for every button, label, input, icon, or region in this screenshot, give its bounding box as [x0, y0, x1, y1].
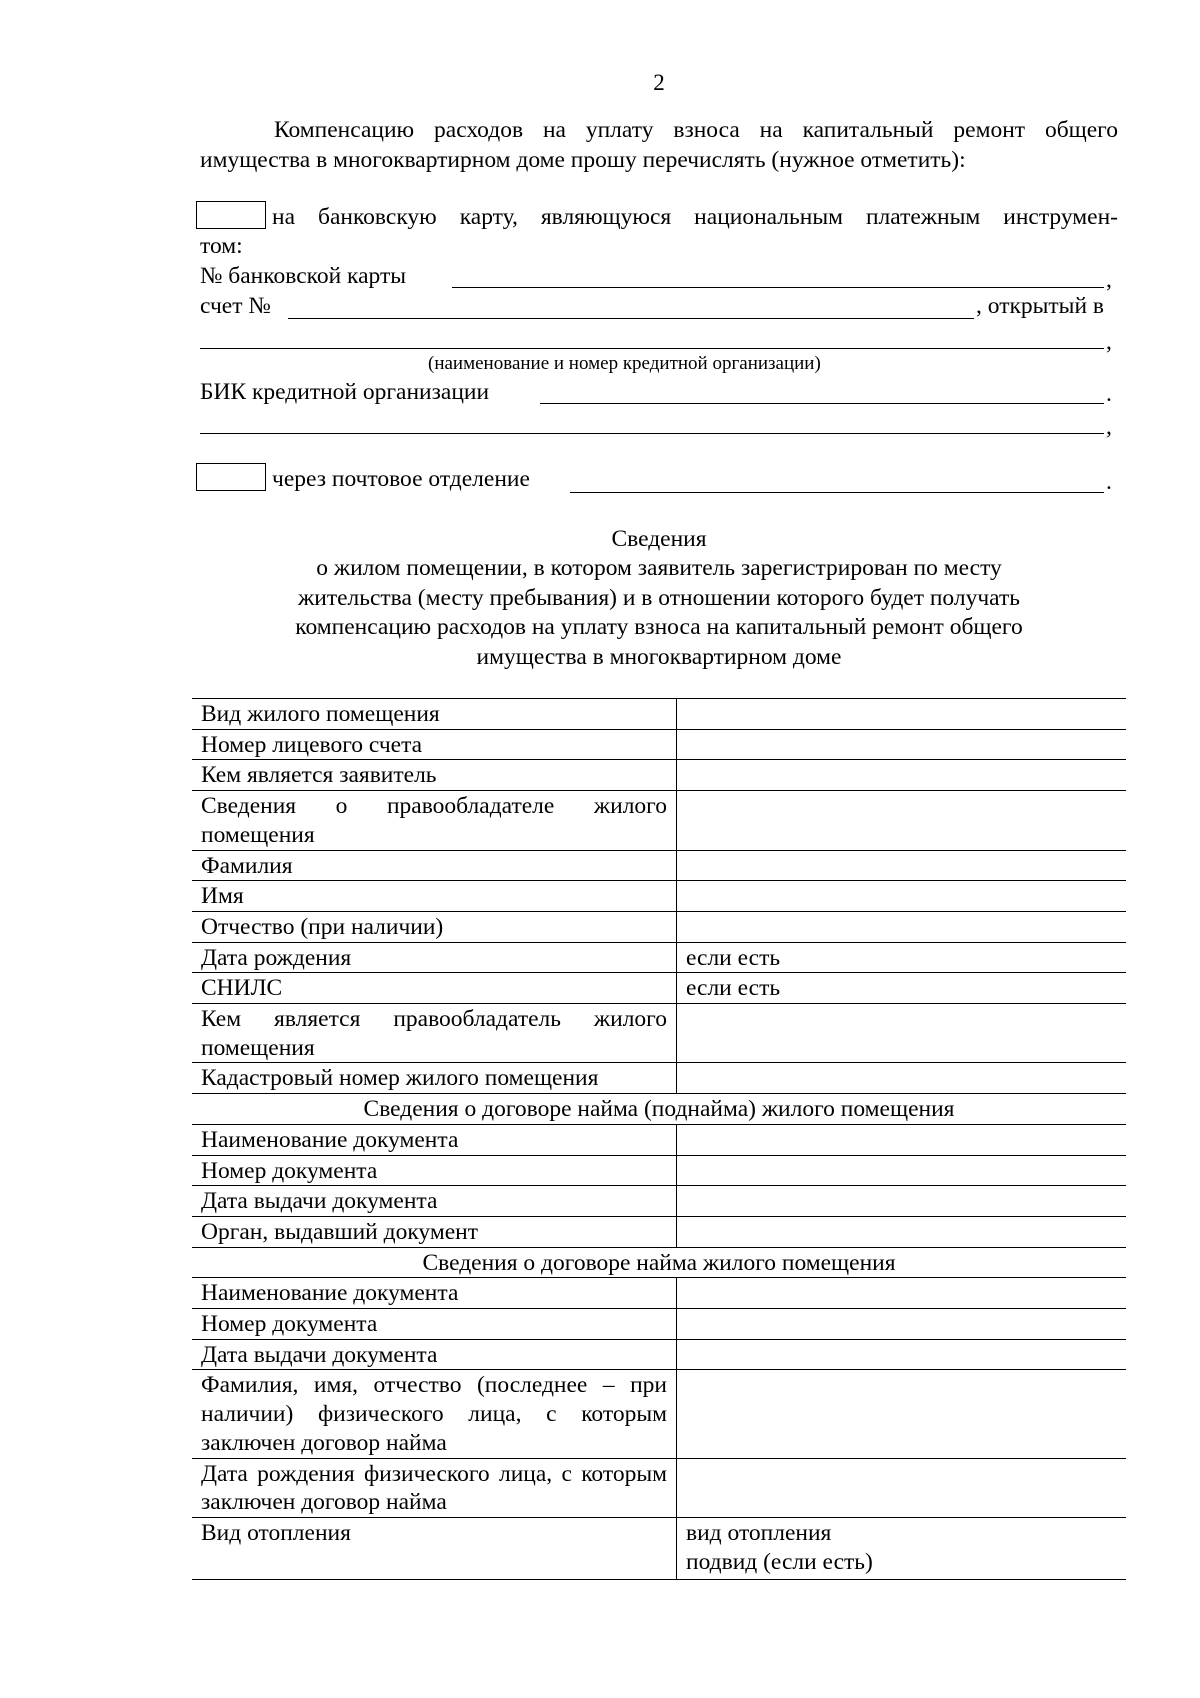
post-office-checkbox[interactable]: [196, 463, 266, 491]
credit-org-caption: (наименование и номер кредитной организации): [428, 353, 821, 374]
table-row: [192, 850, 1126, 881]
bank-card-option-text: на банковскую карту, являющуюся национальным платежным инструмен-: [272, 204, 1118, 230]
extra-line-comma: ,: [1106, 414, 1112, 440]
account-opened-in: , открытый в: [976, 293, 1105, 319]
row-label: Кем является правообладатель жилого помещения: [192, 1004, 677, 1063]
row-value-multi[interactable]: [677, 1517, 1127, 1579]
section-subtitle-line: компенсацию расходов на уплату взноса на капитальный ремонт общего: [295, 614, 1023, 640]
section-subtitle-line: имущества в многоквартирном доме: [476, 644, 842, 670]
row-value[interactable]: [677, 729, 1127, 760]
table-section-header: Сведения о договоре найма (поднайма) жилого помещения: [192, 1094, 1126, 1125]
row-label: Отчество (при наличии): [192, 911, 677, 942]
table-row: [192, 1278, 1126, 1309]
table-row: [192, 1339, 1126, 1370]
post-office-field[interactable]: [570, 492, 1104, 493]
table-row: [192, 1216, 1126, 1247]
row-value[interactable]: [677, 1370, 1127, 1458]
row-value[interactable]: [677, 699, 1127, 730]
table-row: [192, 1458, 1126, 1517]
table-row: [192, 791, 1126, 850]
table-row: [192, 1370, 1126, 1458]
row-label: Наименование документа: [192, 1278, 677, 1309]
account-label: счет №: [200, 293, 271, 319]
row-label: Кем является заявитель: [192, 760, 677, 791]
card-number-field[interactable]: [452, 287, 1104, 288]
card-number-label: № банковской карты: [200, 263, 407, 289]
table-row: [192, 911, 1126, 942]
row-label: СНИЛС: [192, 973, 677, 1004]
post-office-label: через почтовое отделение: [272, 466, 530, 492]
row-value[interactable]: [677, 1004, 1127, 1063]
row-value[interactable]: [677, 760, 1127, 791]
table-row: [192, 1186, 1126, 1217]
row-value[interactable]: [677, 1339, 1127, 1370]
table-row: [192, 699, 1126, 730]
row-value[interactable]: [677, 1186, 1127, 1217]
table-row: [192, 1063, 1126, 1094]
row-label: Вид отопления: [192, 1517, 677, 1579]
row-label: Кадастровый номер жилого помещения: [192, 1063, 677, 1094]
card-number-comma: ,: [1106, 267, 1112, 293]
row-label: Номер документа: [192, 1155, 677, 1186]
table-section-row: [192, 1247, 1126, 1278]
row-value[interactable]: [677, 850, 1127, 881]
bik-field[interactable]: [540, 403, 1104, 404]
table-row: [192, 760, 1126, 791]
table-row: [192, 1309, 1126, 1340]
table-row: [192, 1004, 1126, 1063]
row-value[interactable]: [677, 791, 1127, 850]
row-label: Фамилия, имя, отчество (последнее – при наличии) физического лица, с которым заключен договор найма: [192, 1370, 677, 1458]
section-title: Сведения: [611, 526, 707, 552]
credit-org-field[interactable]: [200, 348, 1104, 349]
table-row: [192, 942, 1126, 973]
section-subtitle-line: о жилом помещении, в котором заявитель зарегистрирован по месту: [316, 555, 1002, 581]
row-value[interactable]: [677, 1278, 1127, 1309]
heating-subtype-value: подвид (если есть): [686, 1548, 873, 1575]
bik-label: БИК кредитной организации: [200, 379, 490, 405]
row-value[interactable]: [677, 911, 1127, 942]
row-label: Наименование документа: [192, 1124, 677, 1155]
table-row: [192, 973, 1126, 1004]
row-label: Фамилия: [192, 850, 677, 881]
account-number-field[interactable]: [288, 318, 974, 319]
bik-period: .: [1106, 381, 1112, 407]
row-value[interactable]: [677, 1216, 1127, 1247]
section-subtitle-line: жительства (месту пребывания) и в отношении которого будет получать: [298, 585, 1020, 611]
row-label: Дата выдачи документа: [192, 1339, 677, 1370]
table-row: [192, 1124, 1126, 1155]
row-value[interactable]: [677, 1063, 1127, 1094]
bank-card-checkbox[interactable]: [196, 201, 266, 229]
row-value[interactable]: [677, 881, 1127, 912]
row-label: Номер документа: [192, 1309, 677, 1340]
row-label: Сведения о правообладателе жилого помещения: [192, 791, 677, 850]
table-row: [192, 881, 1126, 912]
table-row: [192, 1517, 1126, 1579]
credit-org-comma: ,: [1106, 329, 1112, 355]
row-label: Номер лицевого счета: [192, 729, 677, 760]
row-label: Дата рождения физического лица, с которым заключен договор найма: [192, 1458, 677, 1517]
row-value[interactable]: если есть: [677, 973, 1127, 1004]
row-value[interactable]: если есть: [677, 942, 1127, 973]
bank-card-option-text-continued: том:: [200, 233, 243, 259]
heating-type-value: вид отопления: [686, 1519, 832, 1546]
post-office-period: .: [1106, 469, 1112, 495]
row-value[interactable]: [677, 1309, 1127, 1340]
table-section-row: [192, 1094, 1126, 1125]
dwelling-info-table: [192, 698, 1126, 1580]
intro-paragraph: Компенсацию расходов на уплату взноса на капитальный ремонт общего имущества в многоквартирном доме прошу перечислять (нужное отметить):: [200, 117, 1118, 173]
row-label: Имя: [192, 881, 677, 912]
page-number: 2: [653, 70, 665, 95]
row-label: Дата рождения: [192, 942, 677, 973]
table-row: [192, 1155, 1126, 1186]
row-value[interactable]: [677, 1124, 1127, 1155]
row-value[interactable]: [677, 1458, 1127, 1517]
row-label: Вид жилого помещения: [192, 699, 677, 730]
row-label: Дата выдачи документа: [192, 1186, 677, 1217]
table-section-header: Сведения о договоре найма жилого помещения: [192, 1247, 1126, 1278]
extra-line-field[interactable]: [200, 433, 1104, 434]
table-row: [192, 729, 1126, 760]
row-label: Орган, выдавший документ: [192, 1216, 677, 1247]
row-value[interactable]: [677, 1155, 1127, 1186]
